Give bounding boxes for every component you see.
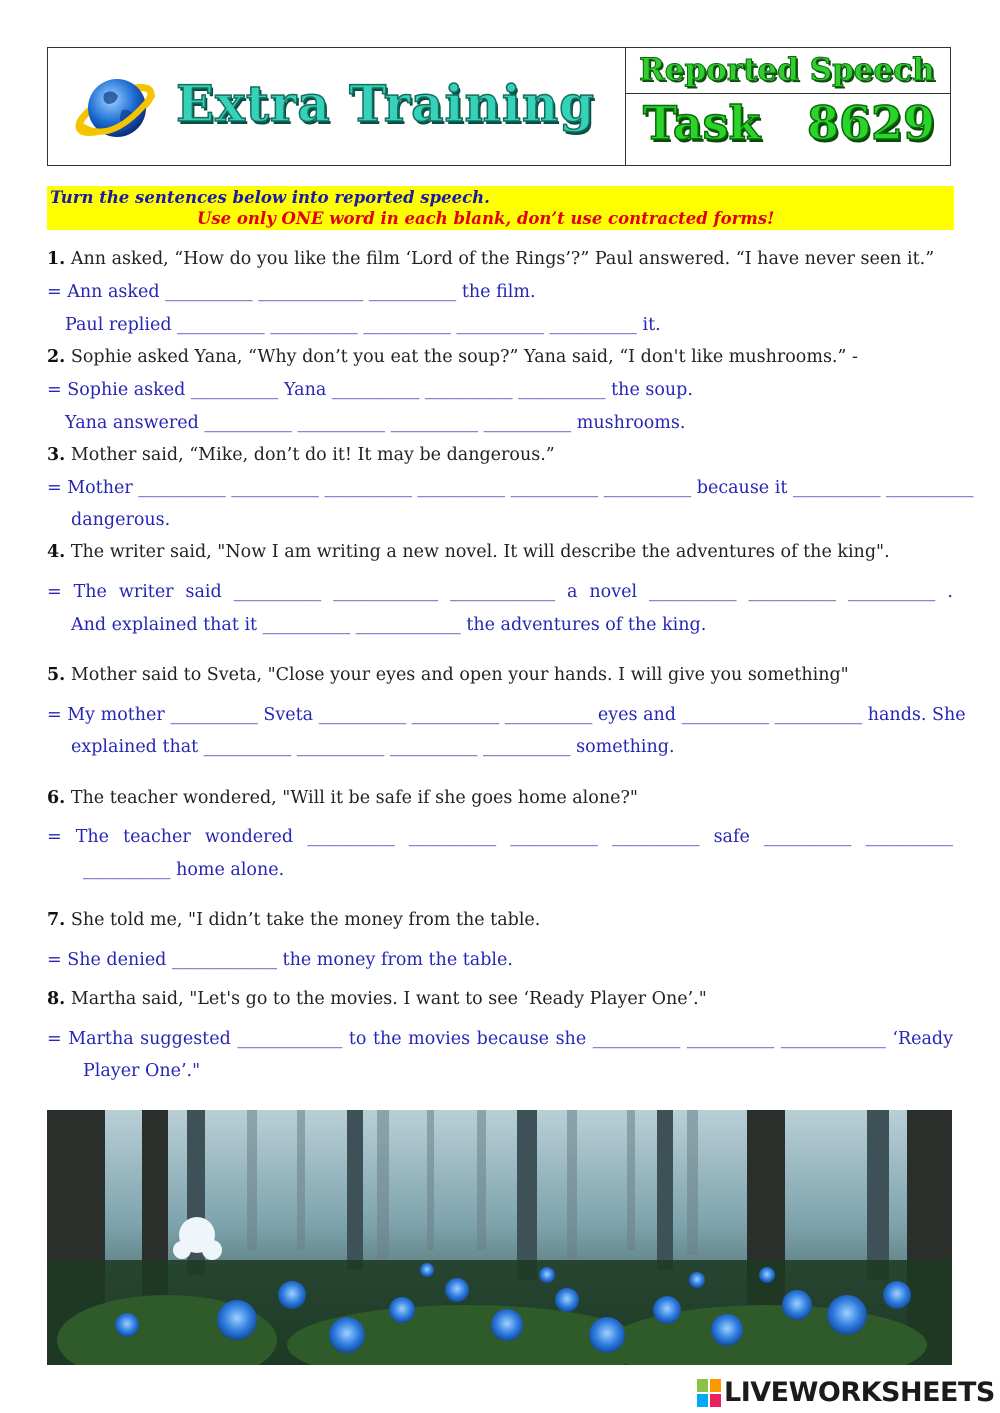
answer-blank[interactable]: __________	[649, 582, 737, 602]
answer-text: Paul replied	[65, 315, 172, 335]
topic-title: Reported Speech	[639, 52, 935, 88]
answer-blank[interactable]: __________	[170, 705, 258, 725]
answer-blank[interactable]: __________	[424, 380, 513, 400]
answer-blank[interactable]: __________	[748, 582, 836, 602]
answer-5-line-2	[71, 732, 977, 762]
answer-text: the soup.	[611, 380, 693, 400]
answer-text: = Ann asked	[47, 282, 160, 302]
answer-2-line-1	[47, 375, 953, 405]
question-3	[47, 440, 953, 470]
answer-text: Player One’."	[83, 1061, 201, 1081]
answer-1-line-1	[47, 277, 953, 307]
answer-text: = Martha suggested	[47, 1029, 231, 1049]
answer-blank[interactable]: __________	[331, 380, 420, 400]
globe-icon	[70, 66, 160, 150]
answer-text: Sveta	[263, 705, 314, 725]
answer-blank[interactable]: __________	[231, 478, 319, 498]
answer-text: a novel	[567, 582, 638, 602]
question-number: 3.	[47, 445, 66, 465]
task-number: 8629	[807, 96, 936, 150]
answer-7-line-1	[47, 945, 953, 975]
answer-blank[interactable]: __________	[389, 737, 478, 757]
question-text: Mother said, “Mike, don’t do it! It may be dangerous.”	[65, 445, 555, 465]
question-text: Mother said to Sveta, "Close your eyes and open your hands. I will give you something"	[65, 665, 849, 685]
question-number: 1.	[47, 249, 66, 269]
answer-blank[interactable]: __________	[763, 827, 852, 847]
answer-blank[interactable]: __________	[296, 737, 385, 757]
question-number: 4.	[47, 542, 66, 562]
answer-blank[interactable]: __________	[318, 705, 407, 725]
answer-text: mushrooms.	[576, 413, 686, 433]
answer-blank[interactable]: __________	[190, 380, 279, 400]
answer-text: the film.	[461, 282, 536, 302]
answer-blank[interactable]: ____________	[450, 582, 556, 602]
answer-blank[interactable]: __________	[792, 478, 881, 498]
brand-title: Extra Training	[176, 74, 596, 133]
answer-text: = She denied	[47, 950, 167, 970]
question-text: Ann asked, “How do you like the film ‘Lord of the Rings’?” Paul answered. “I have never seen it.”	[65, 249, 935, 269]
answer-blank[interactable]: __________	[681, 705, 770, 725]
answer-blank[interactable]: __________	[549, 315, 637, 335]
answer-text: = Sophie asked	[47, 380, 186, 400]
answer-blank[interactable]: __________	[233, 582, 322, 602]
answer-6-line-2	[83, 855, 989, 885]
answer-blank[interactable]: __________	[611, 827, 700, 847]
answer-blank[interactable]: __________	[592, 1029, 681, 1049]
question-text: Martha said, "Let's go to the movies. I want to see ‘Ready Player One’."	[65, 989, 707, 1009]
header-task-cell	[625, 48, 950, 165]
answer-3-line-2	[71, 505, 977, 535]
answer-4-line-1	[47, 577, 953, 607]
question-number: 2.	[47, 347, 66, 367]
answer-8-line-2	[83, 1056, 989, 1086]
answer-blank[interactable]: ____________	[258, 282, 364, 302]
answer-text: = The writer said	[47, 582, 222, 602]
worksheet-header	[47, 47, 951, 166]
question-4	[47, 537, 953, 567]
answer-text: explained that	[71, 737, 199, 757]
answer-blank[interactable]: ____________	[780, 1029, 886, 1049]
answer-text: ‘Ready	[892, 1029, 953, 1049]
question-2	[47, 342, 953, 372]
instruction-line-1: Turn the sentences below into reported speech.	[50, 188, 490, 207]
answer-text: Yana	[283, 380, 327, 400]
answer-blank[interactable]: __________	[297, 413, 385, 433]
question-number: 6.	[47, 788, 66, 808]
answer-text: the adventures of the king.	[466, 615, 707, 635]
answer-blank[interactable]: __________	[270, 315, 358, 335]
answer-blank[interactable]: __________	[324, 478, 412, 498]
forest-hydrangea-photo	[47, 1110, 952, 1365]
answer-blank[interactable]: __________	[774, 705, 863, 725]
topic-cell	[625, 48, 950, 94]
answer-blank[interactable]: __________	[177, 315, 265, 335]
answer-text: the money from the table.	[282, 950, 513, 970]
answer-text: because it	[696, 478, 788, 498]
answer-blank[interactable]: __________	[510, 827, 598, 847]
question-number: 5.	[47, 665, 66, 685]
answer-blank[interactable]: __________	[847, 582, 936, 602]
question-number: 8.	[47, 989, 66, 1009]
answer-text: And explained that it	[71, 615, 258, 635]
answer-2-line-2	[65, 408, 971, 438]
liveworksheets-logo-icon	[697, 1379, 721, 1409]
answer-blank[interactable]: __________	[483, 413, 572, 433]
answer-text: something.	[576, 737, 675, 757]
answer-blank[interactable]: __________	[165, 282, 253, 302]
answer-blank[interactable]: __________	[865, 827, 953, 847]
answer-blank[interactable]: __________	[307, 827, 395, 847]
answer-text: hands. She	[867, 705, 966, 725]
answer-text: = Mother	[47, 478, 133, 498]
answer-text: home alone.	[176, 860, 285, 880]
question-6	[47, 783, 953, 813]
question-text: The teacher wondered, "Will it be safe if she goes home alone?"	[65, 788, 638, 808]
header-brand-cell	[48, 48, 626, 165]
answer-text: to the movies because she	[348, 1029, 587, 1049]
answer-blank[interactable]: __________	[408, 827, 497, 847]
answer-blank[interactable]: __________	[83, 860, 171, 880]
liveworksheets-logo-text: LIVEWORKSHEETS	[724, 1377, 995, 1408]
answer-blank[interactable]: __________	[510, 478, 599, 498]
answer-text: Yana answered	[65, 413, 199, 433]
answer-blank[interactable]: __________	[417, 478, 506, 498]
answer-text: .	[947, 582, 953, 602]
answer-blank[interactable]: __________	[686, 1029, 775, 1049]
answer-text: = The teacher wondered	[47, 827, 294, 847]
answer-blank[interactable]: __________	[262, 615, 351, 635]
answer-blank[interactable]: ____________	[237, 1029, 343, 1049]
question-text: Sophie asked Yana, “Why don’t you eat the soup?” Yana said, “I don't like mushrooms.” -	[65, 347, 858, 367]
answer-blank[interactable]: __________	[203, 737, 292, 757]
answer-blank[interactable]: __________	[138, 478, 226, 498]
answer-blank[interactable]: ____________	[333, 582, 439, 602]
answer-5-line-1	[47, 700, 966, 730]
answer-blank[interactable]: __________	[483, 737, 571, 757]
answer-blank[interactable]: __________	[363, 315, 451, 335]
forest-scene	[47, 1110, 952, 1365]
answer-blank[interactable]: __________	[504, 705, 593, 725]
answer-text: eyes and	[597, 705, 676, 725]
question-5	[47, 660, 953, 690]
answer-8-line-1	[47, 1024, 953, 1054]
answer-blank[interactable]: __________	[518, 380, 606, 400]
answer-blank[interactable]: __________	[390, 413, 479, 433]
question-text: The writer said, "Now I am writing a new novel. It will describe the adventures of the king".	[65, 542, 890, 562]
answer-text: dangerous.	[71, 510, 171, 530]
answer-blank[interactable]: ____________	[171, 950, 277, 970]
answer-blank[interactable]: __________	[456, 315, 544, 335]
answer-3-line-1	[47, 473, 974, 503]
instruction-line-2: Use only ONE word in each blank, don’t use contracted forms!	[197, 209, 775, 228]
answer-blank[interactable]: __________	[603, 478, 692, 498]
question-7	[47, 905, 953, 935]
answer-blank[interactable]: __________	[368, 282, 457, 302]
answer-text: = My mother	[47, 705, 165, 725]
answer-4-line-2	[71, 610, 977, 640]
answer-blank[interactable]: __________	[411, 705, 500, 725]
answer-1-line-2	[65, 310, 971, 340]
task-label: Task	[643, 96, 761, 150]
answer-blank[interactable]: __________	[204, 413, 292, 433]
question-8	[47, 984, 953, 1014]
answer-blank[interactable]: ____________	[355, 615, 461, 635]
question-text: She told me, "I didn’t take the money from the table.	[65, 910, 541, 930]
question-number: 7.	[47, 910, 66, 930]
answer-text: it.	[642, 315, 661, 335]
liveworksheets-logo[interactable]	[697, 1377, 995, 1409]
answer-blank[interactable]: __________	[886, 478, 974, 498]
instructions-box	[47, 186, 954, 230]
answer-6-line-1	[47, 822, 953, 852]
question-1	[47, 244, 953, 274]
answer-text: safe	[713, 827, 750, 847]
